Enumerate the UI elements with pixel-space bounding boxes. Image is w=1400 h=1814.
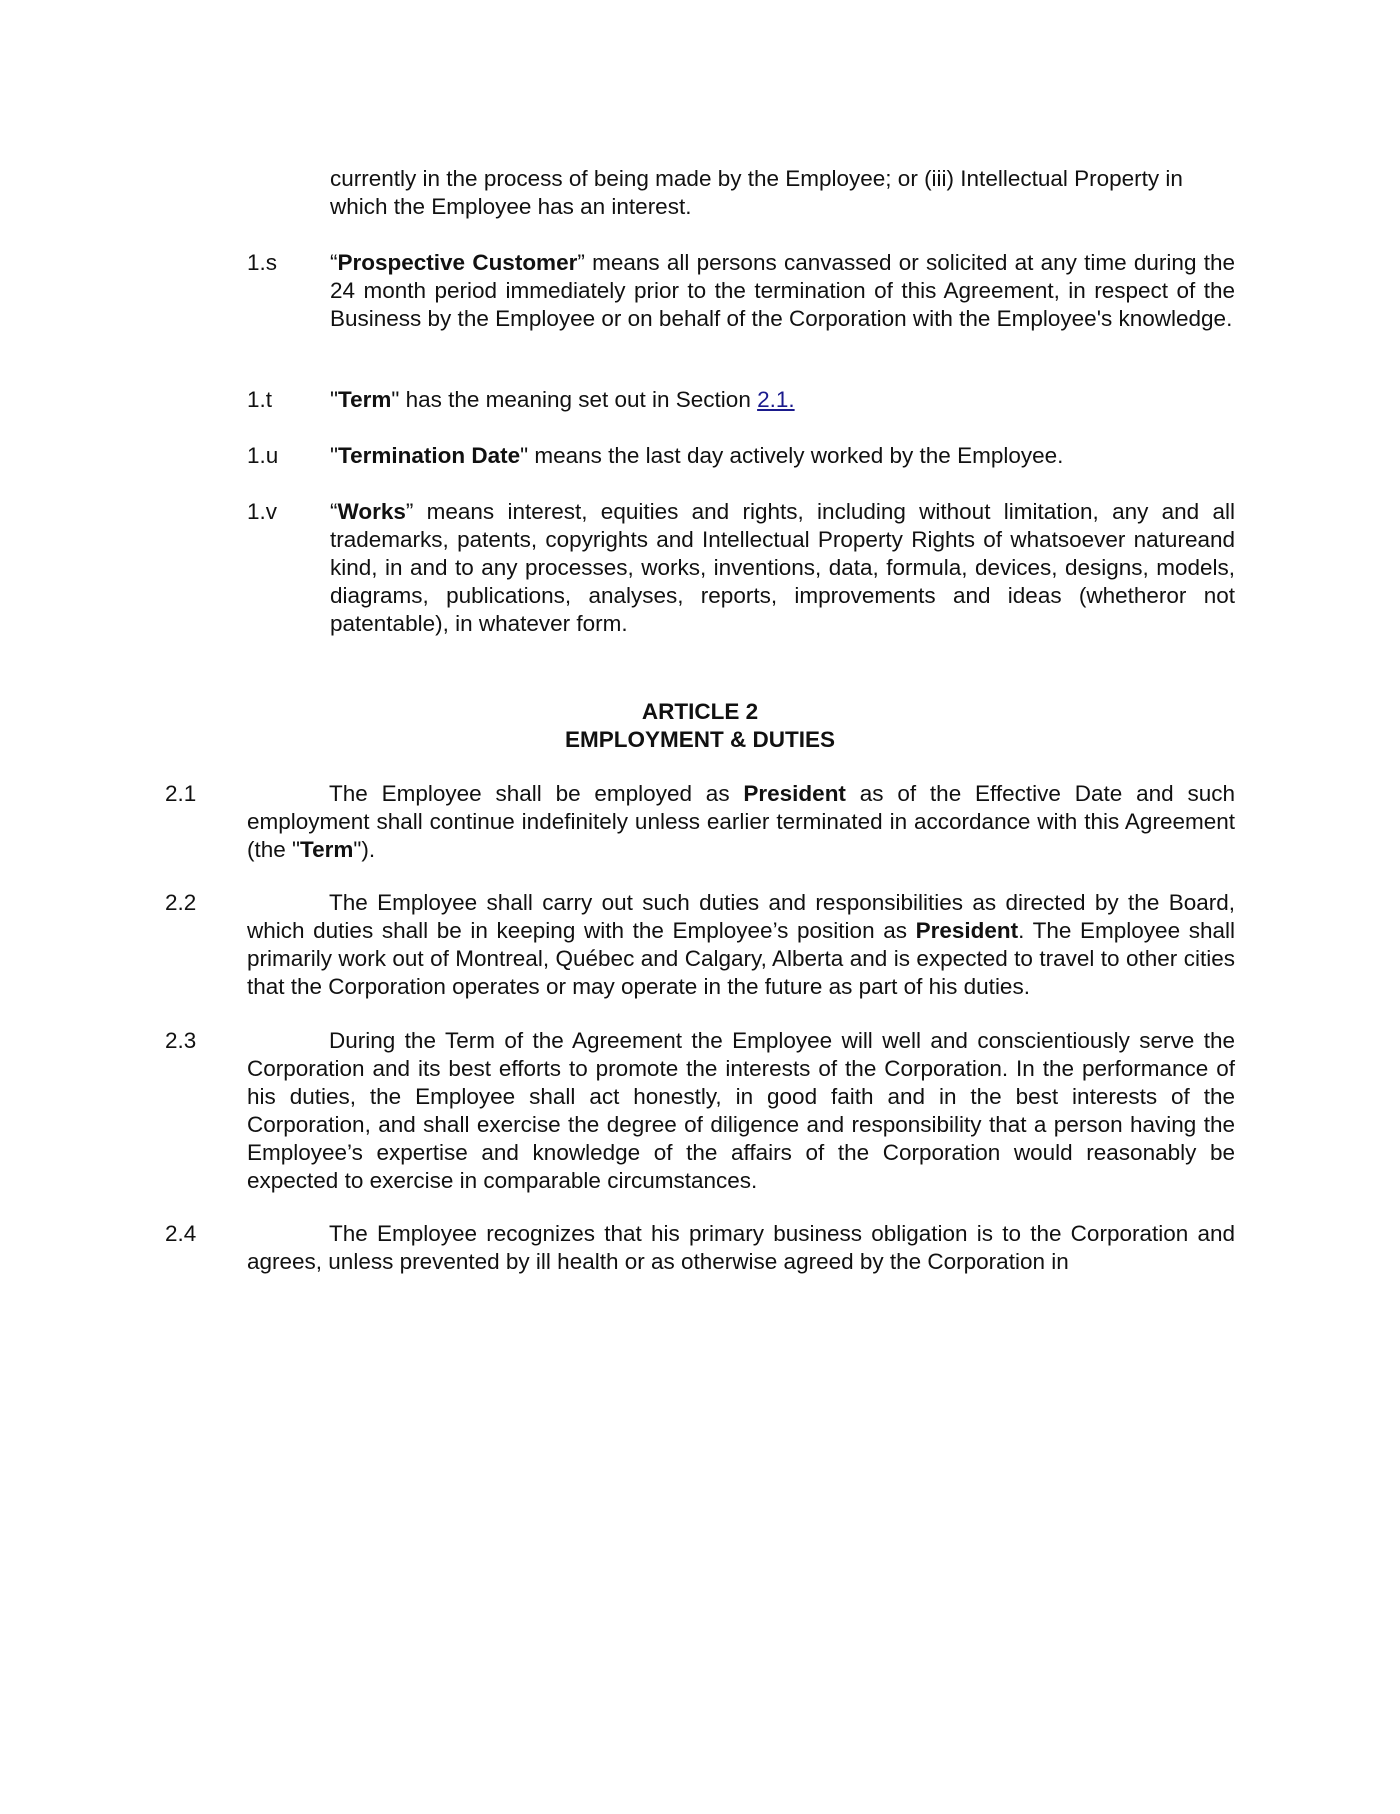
section-2-1-link[interactable]: 2.1. bbox=[757, 387, 795, 412]
article-subtitle: EMPLOYMENT & DUTIES bbox=[564, 727, 835, 752]
close-quote: ” bbox=[405, 499, 414, 524]
section-2-3 bbox=[247, 1027, 1235, 1195]
definition-number: 1.v bbox=[247, 499, 278, 524]
section-text: The Employee shall be employed as bbox=[329, 781, 744, 806]
close-quote: " bbox=[520, 443, 529, 468]
section-bold-text: President bbox=[743, 781, 846, 806]
section-text: as of the Effective Date and such employment shall continue indefinitely unless earlier terminated in accordance with this Agreement (the " bbox=[247, 781, 1235, 862]
defined-term: Termination Date bbox=[338, 443, 521, 468]
defined-term: Prospective Customer bbox=[337, 250, 578, 275]
defined-term: Works bbox=[337, 499, 406, 524]
section-number: 2.1 bbox=[165, 781, 197, 806]
open-quote: “ bbox=[330, 499, 338, 524]
definition-works bbox=[330, 498, 1235, 638]
definition-text: means all persons canvassed or solicited at any time during the 24 month period immediately prior to the termination of this Agreement, in respect of the Business by the Employee or on behalf of the Corporation with the Employee's knowledge. bbox=[330, 250, 1235, 331]
definition-number: 1.t bbox=[247, 387, 273, 412]
article-title: ARTICLE 2 bbox=[641, 699, 759, 724]
definition-termination-date bbox=[330, 442, 1235, 470]
definition-number: 1.s bbox=[247, 250, 278, 275]
section-text: . The Employee shall primarily work out of Montreal, Québec and Calgary, Alberta and is expected to travel to other cities that the Corporation operates or may operate in the future as part of his duties. bbox=[247, 918, 1235, 999]
definition-number: 1.u bbox=[247, 443, 279, 468]
definition-text: means interest, equities and rights, including without limitation, any and all trademarks, patents, copyrights and Intellectual Property Rights of whatsoever natureand kind, in and to any processes, works, inventions, data, formula, devices, designs, models, diagrams, publications, analyses, reports, improvements and ideas (whetheror not patentable), in whatever form. bbox=[330, 499, 1235, 636]
definition-continuation: currently in the process of being made by the Employee; or (iii) Intellectual Property in which the Employee has an interest. bbox=[330, 166, 1183, 219]
open-quote: " bbox=[330, 443, 338, 468]
definition-text: means the last day actively worked by the Employee. bbox=[528, 443, 1064, 468]
section-text: "). bbox=[353, 837, 376, 862]
definition-text: has the meaning set out in Section bbox=[399, 387, 758, 412]
section-text: During the Term of the Agreement the Employee will well and conscientiously serve the Corporation and its best efforts to promote the interests of the Corporation. In the performance of his duties, the Employee shall act honestly, in good faith and in the best interests of the Corporation, and shall exercise the degree of diligence and responsibility that a person having the Employee’s expertise and knowledge of the affairs of the Corporation would reasonably be expected to exercise in comparable circumstances. bbox=[247, 1028, 1235, 1193]
section-2-1 bbox=[247, 780, 1235, 864]
section-2-2 bbox=[247, 889, 1235, 1001]
open-quote: “ bbox=[330, 250, 338, 275]
definition-term bbox=[330, 386, 1235, 414]
definition-prospective-customer bbox=[330, 249, 1235, 333]
close-quote: " bbox=[391, 387, 400, 412]
section-number: 2.4 bbox=[165, 1221, 197, 1246]
section-bold-text: Term bbox=[300, 837, 354, 862]
section-2-4 bbox=[247, 1220, 1235, 1276]
section-text: The Employee shall carry out such duties and responsibilities as directed by the Board, which duties shall be in keeping with the Employee’s position as bbox=[247, 890, 1235, 943]
open-quote: " bbox=[330, 387, 338, 412]
section-number: 2.3 bbox=[165, 1028, 197, 1053]
close-quote: ” bbox=[577, 250, 585, 275]
section-number: 2.2 bbox=[165, 890, 197, 915]
defined-term: Term bbox=[338, 387, 392, 412]
section-bold-text: President bbox=[915, 918, 1019, 943]
section-text: The Employee recognizes that his primary business obligation is to the Corporation and agrees, unless prevented by ill health or as otherwise agreed by the Corporation in bbox=[247, 1221, 1235, 1274]
